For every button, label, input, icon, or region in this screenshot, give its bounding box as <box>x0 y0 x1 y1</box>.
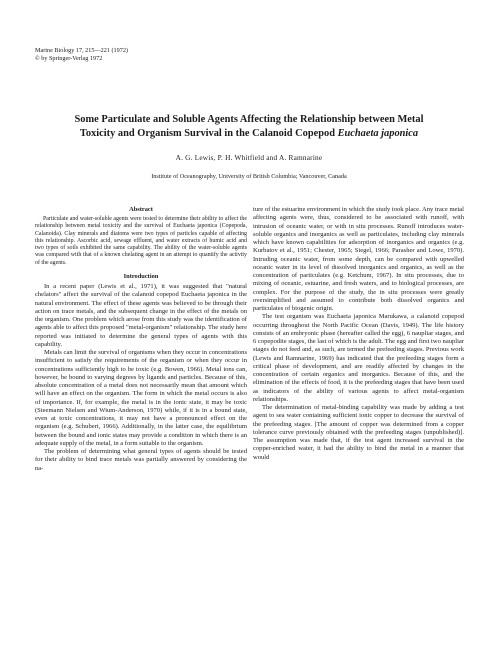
title-line-2-text: Toxicity and Organism Survival in the Calanoid Copepod <box>79 127 338 139</box>
journal-citation: Marine Biology 17, 215—221 (1972) <box>35 47 128 54</box>
intro-paragraph-2: Metals can limit the survival of organisms when they occur in concentrations insufficient to satisfy the requirements of the organism or when they occur in concentrations sufficiently high to be toxic (e.g. Bowen, 1966). Metal ions can, however, be bound to varying degrees by ligands and particles. Because of this, absolute concentration of a metal does not necessarily mean that amount which will have an effect on the organism. The form in which the metal occurs is also of importance. If, for example, the metal is in the ionic state, it may be toxic (Steemann Nielsen and Wium-Anderson, 1970) while, if it is in a bound state, even at toxic concentrations, it may not have a pronounced effect on the organism (e.g. Schubert, 1966). Additionally, in the latter case, the equilibrium between the bound and ionic states may provide a condition in which there is an adequate supply of the metal, in a form suitable to the organism. <box>35 349 247 447</box>
intro-paragraph-1: In a recent paper (Lewis et al., 1971), it was suggested that "natural chelators" affect the survival of the calanoid copepod Euchaeta japonica in the natural environment. The effect of these agents was believed to be through their action on trace metals, and the subsequent change in the effect of the metals on the organism. One problem which arose from this study was the identification of agents able to affect this proposed "metal-organism" relationship. The study here reported was initiated to determine the general types of agents with this capability. <box>35 283 247 348</box>
intro-paragraph-3: The problem of determining what general types of agents should be tested for their ability to bind trace metals was partially answered by considering the na- <box>35 448 247 472</box>
title-line-2 <box>40 127 458 141</box>
left-column <box>35 206 247 473</box>
title-line-1: Some Particulate and Soluble Agents Affecting the Relationship between Metal <box>74 114 424 125</box>
paper-title <box>40 113 458 140</box>
author-affiliation: Institute of Oceanography, University of British Columbia; Vancouver, Canada <box>151 173 347 180</box>
intro-paragraph-5: The determination of metal-binding capability was made by adding a test agent to sea water containing sufficient ionic copper to decrease the survival of the prefeeding stages. [The amount of copper was determined from a copper tolerance curve previously obtained with the prefeeding stages (unpublished)]. The assumption was made that, if the test agent increased survival in the copper-enriched water, it had the ability to bind the metal in a manner that would <box>253 404 464 461</box>
intro-paragraph-4: The test organism was Euchaeta japonica Marukawa, a calanoid copepod occurring throughout the North Pacific Ocean (Davis, 1949). The life history consists of an embryonic phase (hereafter called the egg), 6 naupliar stages, and 6 copepodite stages, the last of which is the adult. The egg and first two naupliar stages do not feed and, as such, are termed the prefeeding stages. Previous work (Lewis and Ramnarine, 1969) has indicated that the prefeeding stages form a critical phase of development, and are readily affected by changes in the concentration of certain organics and inorganics. Because of this, and the elimination of the effects of food, it is the prefeeding stages that have been used as indicators of the ability of various agents to affect metal-organism relationships. <box>253 313 464 403</box>
copyright-line: © by Springer-Verlag 1972 <box>35 55 103 63</box>
abstract-heading: Abstract <box>129 206 153 213</box>
introduction-heading: Introduction <box>123 272 159 280</box>
right-column <box>253 206 464 462</box>
intro-paragraph-3-continued: ture of the estuarine environment in which the study took place. Any trace metal affecting agents were, thus, considered to be associated with runoff, with intrusion of oceanic water, or with in situ processes. Runoff introduces water-soluble organics and inorganics as well as particulates, including clay minerals which have known capabilities for adsorption of inorganics and organics (e.g. Kurbatov et al., 1951; Chester, 1965; Siegel, 1966; Parasher and Lowe, 1970). Intruding oceanic water, from some depth, can be compared with upwelled oceanic water in its level of dissolved inorganics and organics, as well as the concentration of particulates (e.g. Ketchum, 1967). In situ processes, due to mixing of oceanic, estuarine, and fresh waters, and to biological processes, are complex. For the purpose of the study, the in situ processes were greatly oversimplified and assumed to contribute both dissolved organics and particulates of biogenic origin. <box>253 206 464 312</box>
journal-header <box>35 47 128 63</box>
abstract-text: Particulate and water-soluble agents were tested to determine their ability to affect the relationship between metal toxicity and the survival of Euchaeta japonica (Copepoda, Calanoida). Clay minerals and diatoms were two types of particles capable of affecting this relationship. Ascorbic acid, sewage effluent, and water extracts of humic acid and two types of soils exhibited the same capability. The ability of the water-soluble agents was compared with that of a known chelating agent in an attempt to quantify the activity of the agents. <box>35 216 247 266</box>
title-species-name: Euchaeta japonica <box>337 127 419 139</box>
author-list: A. G. Lewis, P. H. Whitfield and A. Ramnarine <box>175 153 323 162</box>
